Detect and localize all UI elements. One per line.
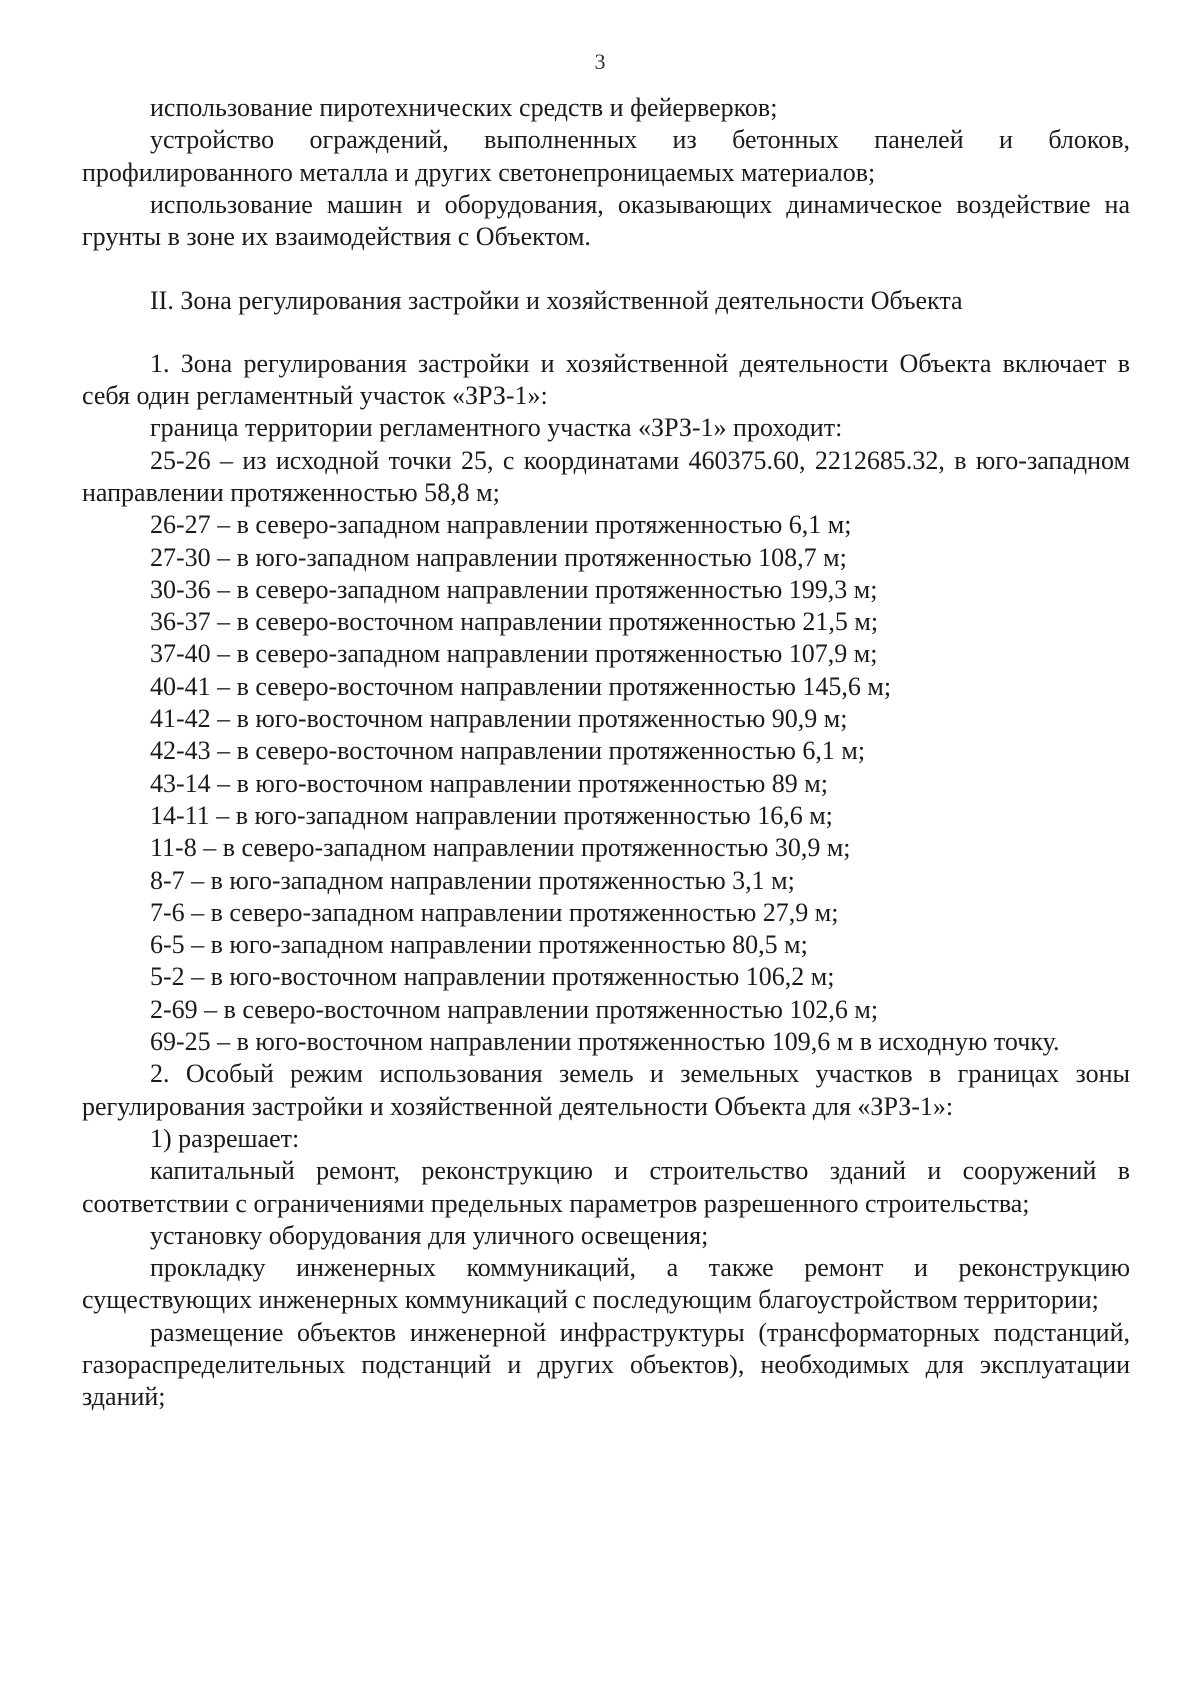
boundary-segment: 5-2 – в юго-восточном направлении протяженностью 106,2 м; <box>150 962 835 992</box>
boundary-segment: 11-8 – в северо-западном направлении протяженностью 30,9 м; <box>150 833 851 863</box>
boundary-segment: 2-69 – в северо-восточном направлении протяженностью 102,6 м; <box>150 994 879 1024</box>
boundary-segment: 26-27 – в северо-западном направлении протяженностью 6,1 м; <box>150 510 852 540</box>
boundary-segment: 36-37 – в северо-восточном направлении протяженностью 21,5 м; <box>150 607 879 637</box>
document-body <box>82 92 1130 1414</box>
page-number: 3 <box>594 49 606 74</box>
boundary-segment: 37-40 – в северо-западном направлении протяженностью 107,9 м; <box>150 639 878 669</box>
boundary-segment: 30-36 – в северо-западном направлении протяженностью 199,3 м; <box>150 574 878 604</box>
boundary-segment-last: 69-25 – в юго-восточном направлении протяженностью 109,6 м в исходную точку. <box>150 1027 1060 1057</box>
point-2-text: 2. Особый режим использования земель и земельных участков в границах зоны регулирования застройки и хозяйственной деятельности Объекта для «ЗРЗ-1»: <box>82 1059 1130 1121</box>
intro-paragraph: устройство ограждений, выполненных из бетонных панелей и блоков, профилированного металла и других светонепроницаемых материалов; <box>82 125 1130 187</box>
boundary-segment: 42-43 – в северо-восточном направлении протяженностью 6,1 м; <box>150 736 866 766</box>
permitted-item: размещение объектов инженерной инфраструктуры (трансформаторных подстанций, газораспределительных подстанций и других объектов), необходимых для эксплуатации зданий; <box>82 1317 1130 1412</box>
boundary-segment: 6-5 – в юго-западном направлении протяженностью 80,5 м; <box>150 930 808 960</box>
permitted-item: капитальный ремонт, реконструкцию и строительство зданий и сооружений в соответствии с ограничениями предельных параметров разрешенного строительства; <box>82 1156 1130 1218</box>
boundary-segment: 40-41 – в северо-восточном направлении протяженностью 145,6 м; <box>150 671 892 701</box>
intro-paragraph: использование пиротехнических средств и фейерверков; <box>150 93 778 122</box>
boundary-segment: 14-11 – в юго-западном направлении протяженностью 16,6 м; <box>150 800 833 830</box>
intro-paragraph: использование машин и оборудования, оказывающих динамическое воздействие на грунты в зоне их взаимодействия с Объектом. <box>82 189 1130 252</box>
boundary-segment: 27-30 – в юго-западном направлении протяженностью 108,7 м; <box>150 542 847 572</box>
permitted-item: установку оборудования для уличного освещения; <box>150 1220 709 1250</box>
boundary-segment: 43-14 – в юго-восточном направлении протяженностью 89 м; <box>150 768 828 798</box>
boundary-segment: 7-6 – в северо-западном направлении протяженностью 27,9 м; <box>150 897 839 927</box>
point-2-subpoint: 1) разрешает: <box>150 1123 300 1153</box>
boundary-segment-list <box>82 509 1130 1026</box>
boundary-segment-first: 25-26 – из исходной точки 25, с координатами 460375.60, 2212685.32, в юго-западном направлении протяженностью 58,8 м; <box>82 445 1130 507</box>
boundary-segment: 8-7 – в юго-западном направлении протяженностью 3,1 м; <box>150 865 795 895</box>
boundary-segment: 41-42 – в юго-восточном направлении протяженностью 90,9 м; <box>150 704 848 734</box>
point-1-text: 1. Зона регулирования застройки и хозяйственной деятельности Объекта включает в себя один регламентный участок «ЗРЗ-1»: <box>82 348 1130 411</box>
section-heading: II. Зона регулирования застройки и хозяйственной деятельности Объекта <box>150 286 963 316</box>
permitted-item: прокладку инженерных коммуникаций, а также ремонт и реконструкцию существующих инженерных коммуникаций с последующим благоустройством территории; <box>82 1253 1130 1315</box>
boundary-intro: граница территории регламентного участка «ЗРЗ-1» проходит: <box>150 413 843 443</box>
